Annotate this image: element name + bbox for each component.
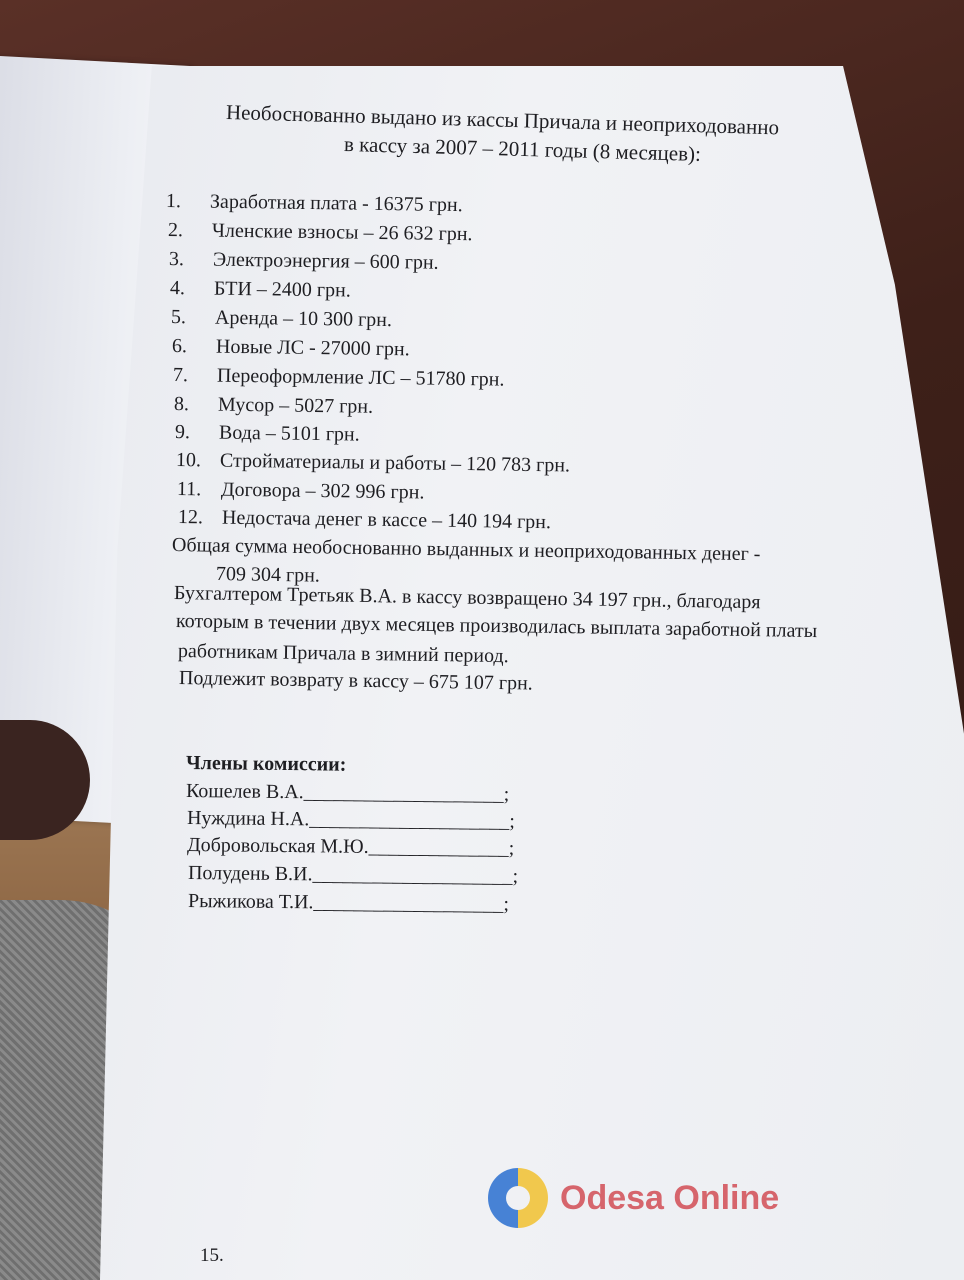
total-line-1: Общая сумма необоснованно выданных и неоприходованных денег -	[171, 534, 761, 566]
commission-heading: Члены комиссии:	[185, 752, 347, 776]
item-number: 11.	[176, 478, 202, 501]
list-item	[169, 248, 439, 275]
returned-line-2: которым в течении двух месяцев производилась выплата заработной платы	[175, 610, 818, 643]
watermark	[488, 1168, 779, 1228]
list-item	[177, 478, 425, 504]
item-text: Аренда – 10 300 грн.	[214, 306, 393, 332]
item-text: Новые ЛС - 27000 грн.	[215, 335, 410, 361]
list-item	[171, 306, 392, 332]
signature-line: Полудень В.И.____________________;	[187, 862, 519, 888]
list-item	[172, 335, 410, 361]
returned-line-3: работникам Причала в зимний период.	[177, 640, 509, 668]
item-text: Вода – 5101 грн.	[218, 421, 360, 446]
item-number: 1.	[165, 190, 182, 213]
item-text: БТИ – 2400 грн.	[213, 277, 351, 302]
item-text: Переоформление ЛС – 51780 грн.	[216, 364, 505, 391]
item-text: Стройматериалы и работы – 120 783 грн.	[219, 449, 571, 477]
page-number: 15.	[200, 1245, 224, 1266]
signature-line: Рыжикова Т.И.___________________;	[187, 890, 510, 916]
returned-line-1: Бухгалтером Третьяк В.А. в кассу возвращено 34 197 грн., благодаря	[173, 582, 761, 614]
item-number: 2.	[167, 219, 184, 242]
item-text: Членские взносы – 26 632 грн.	[211, 219, 473, 246]
total-amount: 709 304 грн.	[215, 563, 321, 587]
odesa-online-logo-icon	[488, 1168, 548, 1228]
item-text: Недостача денег в кассе – 140 194 грн.	[221, 506, 552, 534]
item-number: 4.	[169, 277, 186, 300]
item-number: 7.	[172, 364, 189, 387]
signature-line: Нуждина Н.А.____________________;	[186, 807, 516, 833]
list-item	[175, 421, 360, 447]
list-item	[166, 190, 463, 217]
item-number: 5.	[170, 306, 187, 329]
list-item	[173, 364, 505, 392]
item-number: 10.	[175, 449, 202, 472]
list-item	[174, 393, 373, 419]
document-title-line-2: в кассу за 2007 – 2011 годы (8 месяцев):	[343, 132, 702, 166]
item-text: Договора – 302 996 грн.	[220, 478, 425, 504]
item-number: 12.	[177, 506, 204, 529]
watermark-text: Odesa Online	[560, 1178, 780, 1217]
signature-line: Добровольская М.Ю.______________;	[186, 834, 515, 860]
item-text: Заработная плата - 16375 грн.	[209, 190, 463, 217]
item-number: 3.	[168, 248, 185, 271]
list-item	[168, 219, 473, 246]
item-text: Мусор – 5027 грн.	[217, 393, 374, 418]
item-number: 6.	[171, 335, 188, 358]
signature-line: Кошелев В.А.____________________;	[185, 780, 510, 806]
item-text: Электроэнергия – 600 грн.	[212, 248, 439, 274]
refund-line: Подлежит возврату в кассу – 675 107 грн.	[178, 667, 533, 695]
document-title-line-1: Необоснованно выдано из кассы Причала и неоприходованно	[225, 100, 780, 140]
item-number: 9.	[174, 421, 191, 444]
list-item	[170, 277, 351, 303]
item-number: 8.	[173, 393, 190, 416]
